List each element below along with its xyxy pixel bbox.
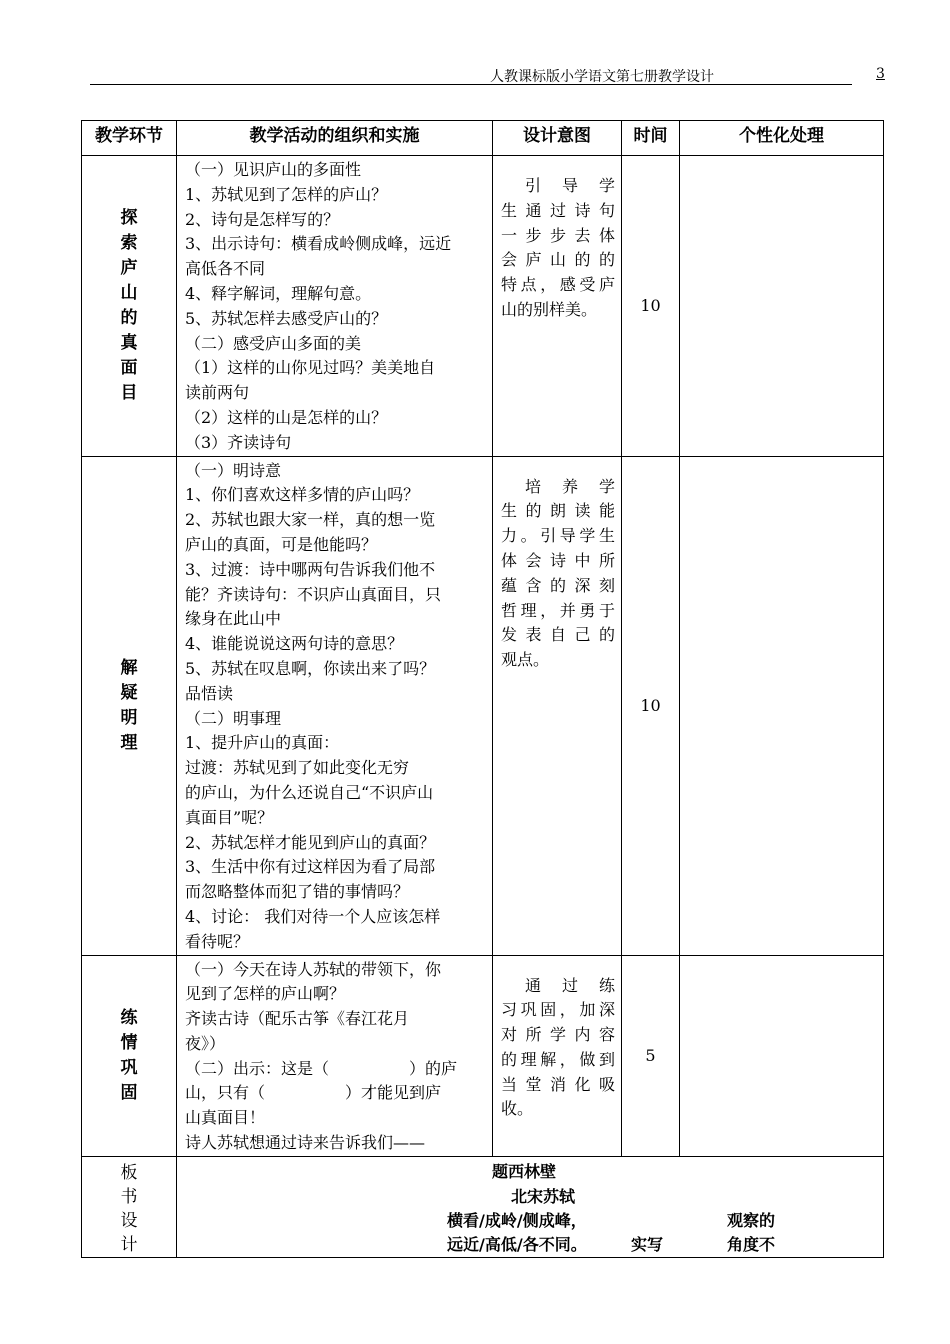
activity-line: 见到了怎样的庐山啊？ [185, 984, 346, 1004]
intent-line: 会庐山的的 [501, 250, 615, 270]
board-title: 题西林壁 [492, 1161, 557, 1181]
col-header-intent: 设计意图 [493, 121, 622, 156]
intent-line: 蕴含的深刻 [501, 575, 615, 595]
intent-text [501, 974, 615, 1123]
activity-line: 能？齐读诗句：不识庐山真面目，只 [185, 584, 442, 604]
table-header-row [82, 121, 884, 156]
board-content-cell [177, 1156, 884, 1257]
intent-line: 收。 [501, 1099, 534, 1119]
activity-line: （1）这样的山你见过吗？美美地自 [185, 358, 436, 378]
activity-line: （3）齐读诗句 [185, 432, 292, 452]
activity-line: 4、释字解词，理解句意。 [185, 283, 372, 303]
activity-line: 山真面目！ [185, 1108, 266, 1128]
activities-lines [185, 459, 486, 955]
stage-label: 练情巩固 [120, 1007, 138, 1103]
intent-line: 力。引导学生 [501, 526, 615, 546]
activities-lines [185, 158, 486, 456]
activity-line: 1、苏轼见到了怎样的庐山？ [185, 184, 388, 204]
activity-line: 4、谁能说说这两句诗的意思？ [185, 634, 404, 654]
activity-line: （一）今天在诗人苏轼的带领下，你 [185, 959, 442, 979]
intent-line: 习巩固，加深 [501, 1000, 615, 1020]
activity-line: 缘身在此山中 [185, 609, 282, 629]
board-content [177, 1157, 883, 1255]
stage-cell [82, 456, 177, 955]
activity-line: （2）这样的山是怎样的山？ [185, 407, 388, 427]
board-stage-cell [82, 1156, 177, 1257]
intent-line: 引 导 学 [501, 176, 615, 195]
activities-cell [177, 156, 493, 457]
activities-lines [185, 958, 486, 1156]
personal-cell [680, 955, 884, 1156]
time-cell: 10 [622, 456, 680, 955]
board-note-angle-2: 角度不 [727, 1234, 776, 1254]
intent-text [501, 475, 615, 673]
board-author: 北宋苏轼 [511, 1186, 576, 1206]
table-row [82, 456, 884, 955]
activity-line: 5、苏轼在叹息啊，你读出来了吗？ [185, 658, 436, 678]
activity-line: 真面目”呢？ [185, 807, 274, 827]
activity-line: 读前两句 [185, 383, 250, 403]
intent-line: 一步步去体 [501, 225, 615, 245]
intent-cell [493, 456, 622, 955]
activity-line: 1、提升庐山的真面： [185, 733, 340, 753]
col-header-activities: 教学活动的组织和实施 [177, 121, 493, 156]
page-header [90, 62, 885, 86]
activity-line: 庐山的真面，可是他能吗？ [185, 534, 378, 554]
intent-line: 体会诗中所 [501, 550, 615, 570]
intent-line: 发表自己的 [501, 625, 615, 645]
col-header-stage: 教学环节 [82, 121, 177, 156]
activity-line: （二）明事理 [185, 708, 282, 728]
board-line-1: 横看/成岭/侧成峰， [447, 1210, 587, 1230]
col-header-personal: 个性化处理 [680, 121, 884, 156]
activity-line: 2、诗句是怎样写的？ [185, 209, 340, 229]
activities-cell [177, 955, 493, 1156]
time-cell: 10 [622, 156, 680, 457]
intent-line: 特点，感受庐 [501, 275, 615, 295]
intent-line: 生的朗读能 [501, 501, 615, 521]
header-title: 人教课标版小学语文第七册教学设计 [490, 69, 714, 85]
activity-line: （二）出示：这是（ ）的庐 [185, 1058, 458, 1078]
intent-line: 通 过 练 [501, 975, 615, 995]
activity-line: （一）见识庐山的多面性 [185, 160, 362, 179]
activity-line: 5、苏轼怎样去感受庐山的？ [185, 308, 388, 328]
lesson-plan-table [81, 120, 884, 1258]
activity-line: 品悟读 [185, 683, 234, 703]
personal-cell [680, 156, 884, 457]
board-note-angle-1: 观察的 [727, 1210, 776, 1230]
intent-line: 培 养 学 [501, 476, 615, 496]
table-row [82, 955, 884, 1156]
stage-cell [82, 955, 177, 1156]
activity-line: （二）感受庐山多面的美 [185, 333, 362, 353]
activity-line: （一）明诗意 [185, 460, 282, 480]
activity-line: 2、苏轼也跟大家一样，真的想一览 [185, 510, 436, 530]
stage-cell [82, 156, 177, 457]
activity-line: 夜》） [185, 1033, 226, 1053]
intent-cell [493, 156, 622, 457]
intent-line: 当堂消化吸 [501, 1074, 615, 1094]
intent-cell [493, 955, 622, 1156]
activities-cell [177, 456, 493, 955]
header-rule [90, 84, 852, 85]
activity-line: 的庐山，为什么还说自己“不识庐山 [185, 782, 434, 802]
activity-line: 3、出示诗句：横看成岭侧成峰，远近 [185, 234, 452, 254]
activity-line: 诗人苏轼想通过诗来告诉我们—— [185, 1133, 426, 1153]
activity-line: 而忽略整体而犯了错的事情吗？ [185, 882, 410, 902]
activity-line: 山，只有（ ）才能见到庐 [185, 1083, 442, 1103]
activity-line: 1、你们喜欢这样多情的庐山吗？ [185, 485, 420, 505]
board-stage-label: 板书设计 [120, 1162, 138, 1255]
intent-line: 山的别样美。 [501, 299, 598, 319]
intent-line: 的理解，做到 [501, 1049, 615, 1069]
activity-line: 过渡：苏轼见到了如此变化无穷 [185, 758, 410, 778]
stage-label: 探索庐山的真面目 [120, 207, 138, 403]
col-header-time: 时间 [622, 121, 680, 156]
activity-line: 3、过渡：诗中哪两句告诉我们他不 [185, 559, 436, 579]
activity-line: 看待呢？ [185, 931, 250, 951]
board-note-literal: 实写 [631, 1234, 664, 1254]
intent-text [501, 174, 615, 323]
personal-cell [680, 456, 884, 955]
intent-line: 观点。 [501, 650, 550, 670]
intent-line: 对所学内容 [501, 1025, 615, 1045]
intent-line: 生通过诗句 [501, 200, 615, 220]
activity-line: 高低各不同 [185, 259, 266, 279]
activity-line: 2、苏轼怎样才能见到庐山的真面？ [185, 832, 436, 852]
activity-line: 齐读古诗（配乐古筝《春江花月 [185, 1009, 410, 1029]
activity-line: 3、生活中你有过这样因为看了局部 [185, 857, 436, 877]
table-row [82, 156, 884, 457]
board-line-2: 远近/高低/各不同。 [447, 1234, 587, 1254]
activity-line: 4、讨论： 我们对待一个人应该怎样 [185, 906, 441, 926]
stage-label: 解疑明理 [120, 657, 138, 753]
time-cell: 5 [622, 955, 680, 1156]
board-row [82, 1156, 884, 1257]
intent-line: 哲理，并勇于 [501, 600, 615, 620]
page-number: 3 [876, 66, 885, 82]
